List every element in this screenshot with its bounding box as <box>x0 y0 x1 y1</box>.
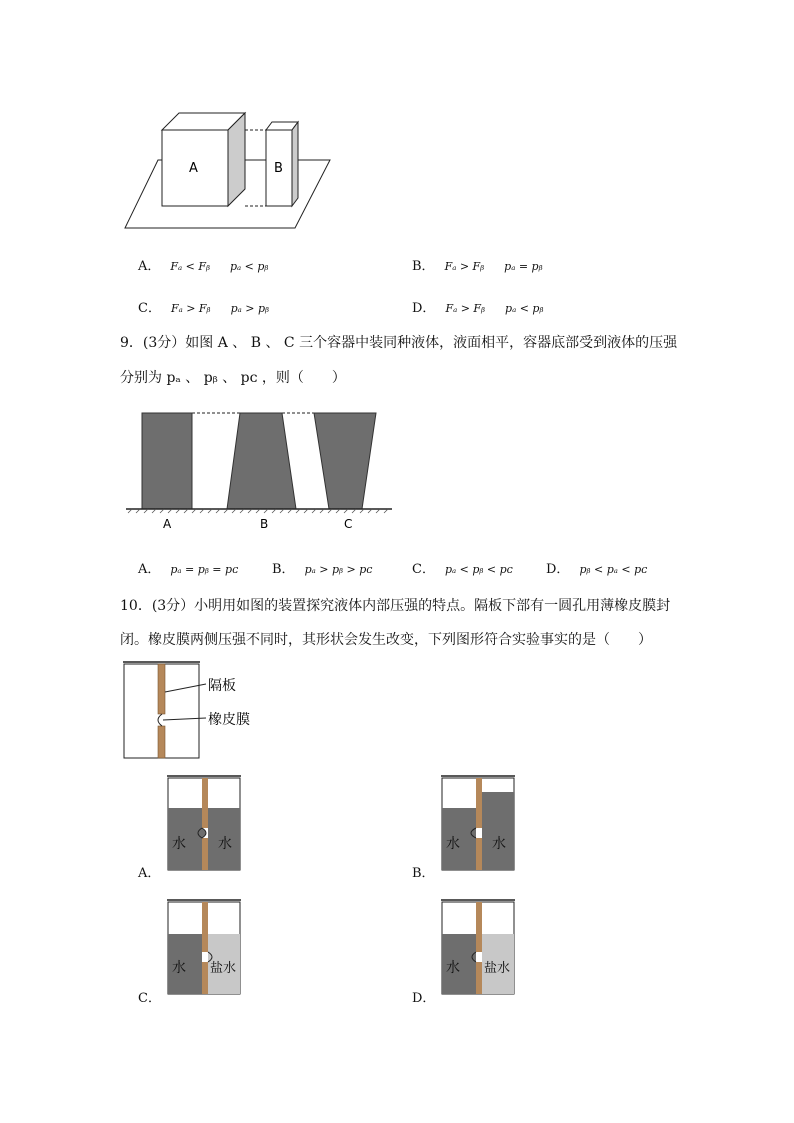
container-a <box>142 413 192 509</box>
q8-figure <box>120 108 335 233</box>
container-c <box>314 413 376 509</box>
q9-figure <box>124 408 394 533</box>
q9-option-c[interactable]: C． pₐ < pᵦ < pᴄ <box>412 562 513 577</box>
left-label: 水 <box>446 960 460 976</box>
block-b-side <box>292 122 298 206</box>
partition-upper <box>158 664 165 714</box>
q9-stem-line1: 9．(3分）如图 A 、 B 、 C 三个容器中装同种液体，液面相平，容器底部受到液体的压强 <box>120 335 678 351</box>
q8-option-b[interactable]: B． Fₐ > Fᵦ pₐ = pᵦ <box>412 259 543 274</box>
right-label: 水 <box>218 836 232 852</box>
right-label: 盐水 <box>210 961 237 976</box>
q9-option-b[interactable]: B． pₐ > pᵦ > pᴄ <box>272 562 373 577</box>
q8-option-c[interactable]: C． Fₐ > Fᵦ pₐ > pᵦ <box>138 301 269 316</box>
q10-apparatus-figure <box>120 658 270 762</box>
q10-option-a-figure <box>164 774 244 874</box>
right-label: 水 <box>492 836 506 852</box>
q10-option-d-figure <box>438 898 518 998</box>
q8-option-d[interactable]: D． Fₐ > Fᵦ pₐ < pᵦ <box>412 301 544 316</box>
container-b <box>227 413 296 509</box>
block-b-label: B <box>274 161 283 176</box>
partition-lower <box>158 726 165 758</box>
block-a-label: A <box>189 161 198 176</box>
q10-option-b-figure <box>438 774 518 874</box>
q10-stem-line1: 10．(3分）小明用如图的装置探究液体内部压强的特点。隔板下部有一圆孔用薄橡皮膜封 <box>120 598 671 614</box>
label-a: A <box>163 517 172 531</box>
q8-option-a[interactable]: A． Fₐ < Fᵦ pₐ < pᵦ <box>138 259 269 274</box>
q10-stem-line2: 闭。橡皮膜两侧压强不同时，其形状会发生改变，下列图形符合实验事实的是（ ） <box>120 632 652 648</box>
q10-option-b[interactable]: B． <box>412 866 435 881</box>
partition-label: 隔板 <box>208 678 236 694</box>
label-b: B <box>260 517 269 531</box>
label-c: C <box>344 517 353 531</box>
q10-option-c-figure <box>164 898 244 998</box>
membrane-label: 橡皮膜 <box>208 712 250 728</box>
left-label: 水 <box>172 836 186 852</box>
q10-option-a[interactable]: A． <box>138 866 161 881</box>
q9-stem-line2: 分别为 pₐ 、 pᵦ 、 pᴄ ，则（ ） <box>120 370 346 386</box>
q9-option-a[interactable]: A． pₐ = pᵦ = pᴄ <box>138 562 239 577</box>
left-label: 水 <box>172 960 186 976</box>
right-water <box>482 792 514 870</box>
q10-option-c[interactable]: C． <box>138 991 161 1006</box>
q9-option-d[interactable]: D． pᵦ < pₐ < pᴄ <box>546 562 648 577</box>
q10-option-d[interactable]: D． <box>412 991 436 1006</box>
block-a-side <box>228 113 245 206</box>
left-label: 水 <box>446 836 460 852</box>
right-label: 盐水 <box>484 961 511 976</box>
